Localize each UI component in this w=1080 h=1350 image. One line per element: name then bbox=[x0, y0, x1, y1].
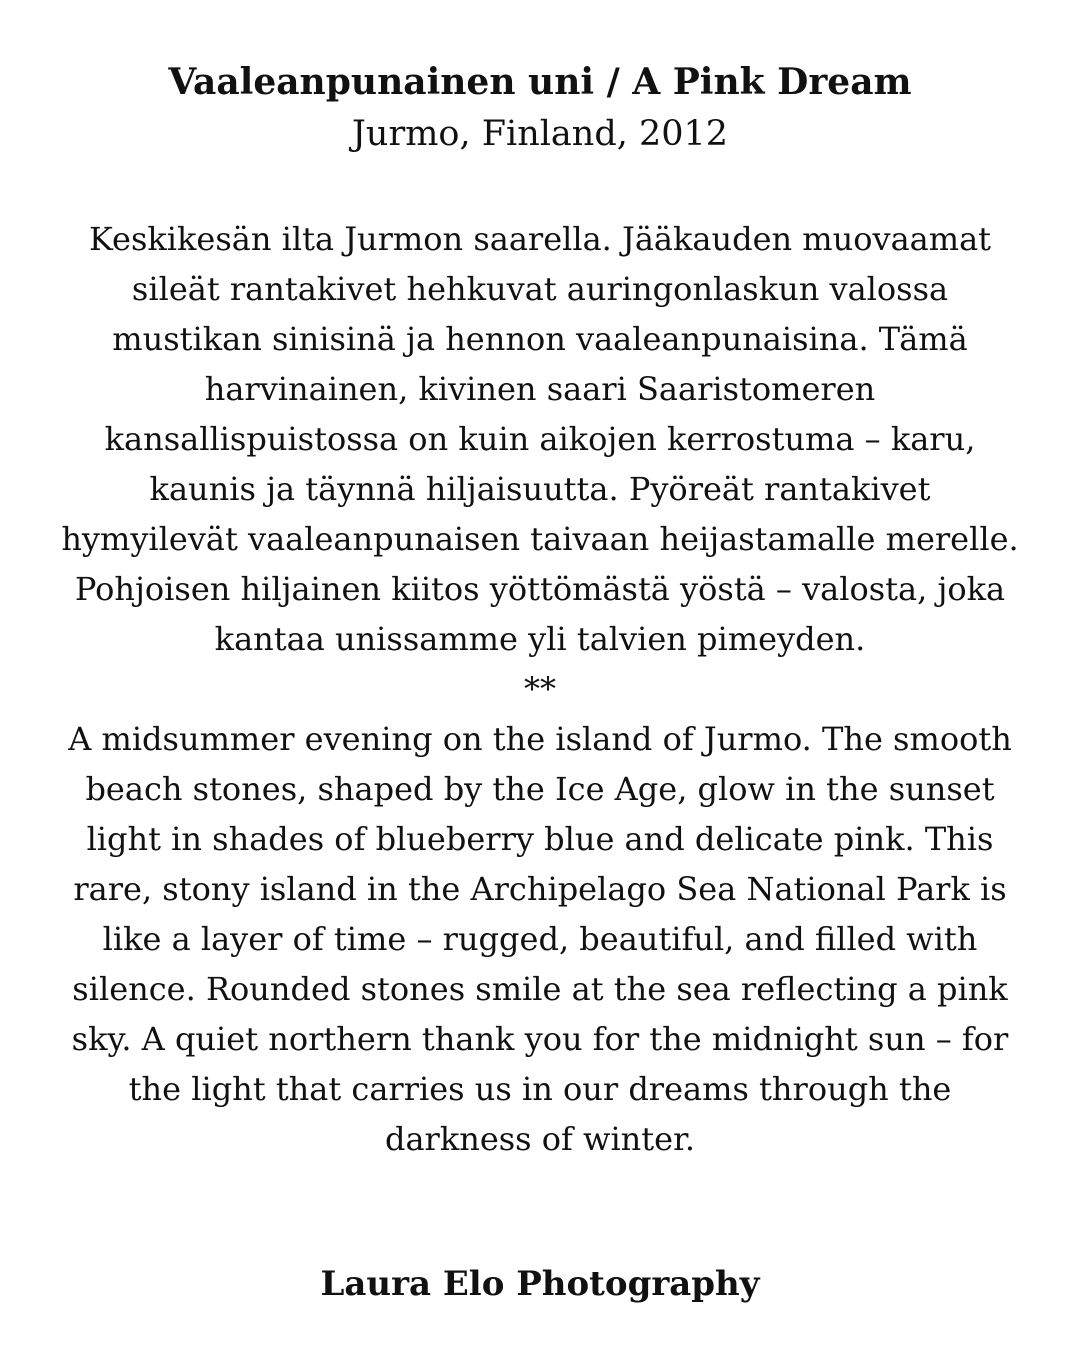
location-year: Jurmo, Finland, 2012 bbox=[351, 114, 729, 154]
finnish-paragraph: Keskikesän ilta Jurmon saarella. Jääkauden muovaamat sileät rantakivet hehkuvat auringonlaskun valossa mustikan sinisinä ja hennon vaaleanpunaisina. Tämä harvinainen, kivinen saari Saaristomeren kansallispuistossa on kuin aikojen kerrostuma – karu, kaunis ja täynnä hiljaisuutta. Pyöreät rantakivet hymyilevät vaaleanpunaisen taivaan heijastamalle merelle. Pohjoisen hiljainen kiitos yöttömästä yöstä – valosta, joka kantaa unissamme yli talvien pimeyden. bbox=[61, 220, 1019, 658]
section-separator: ** bbox=[524, 670, 556, 708]
english-paragraph: A midsummer evening on the island of Jurmo. The smooth beach stones, shaped by the Ice Age, glow in the sunset light in shades of blueberry blue and delicate pink. This rare, stony island in the Archipelago Sea National Park is like a layer of time – rugged, beautiful, and filled with silence. Rounded stones smile at the sea reflecting a pink sky. A quiet northern thank you for the midnight sun – for the light that carries us in our dreams through the darkness of winter. bbox=[68, 720, 1012, 1158]
page-title: Vaaleanpunainen uni / A Pink Dream bbox=[168, 61, 912, 103]
caption-body bbox=[58, 214, 1022, 1164]
photographer-credit: Laura Elo Photography bbox=[320, 1264, 760, 1304]
